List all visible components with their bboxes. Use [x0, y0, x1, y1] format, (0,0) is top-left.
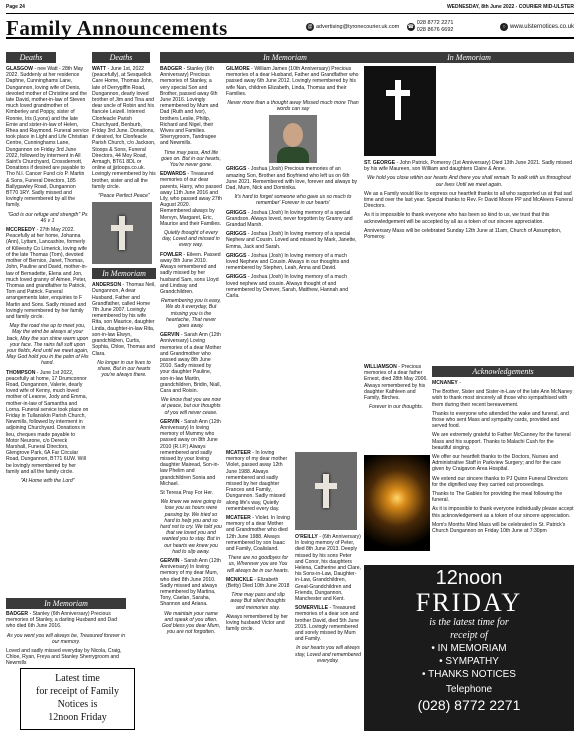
box-telephone-number[interactable]: (028) 8772 2271 [417, 697, 521, 713]
issue-date: WEDNESDAY, 8th June 2022 - COURIER MID-ULSTER [446, 4, 574, 10]
memoriam-column-5w [364, 364, 428, 446]
contact-strip [306, 20, 459, 34]
notice-text: - Sarah Ann (12th Anniversary) In loving memory of my dear Mum, who died 8th June 2010. Sadly missed and always remembered by Martina, Tony, Caelan, Saraha, Shannon and Ariana. [160, 558, 221, 608]
notice-somerville [295, 605, 361, 642]
notice-verse: "Peace Perfect Peace" [98, 193, 150, 200]
box-line: is the latest time for [429, 617, 509, 628]
notice-verse: "At Home with the Lord" [20, 478, 75, 484]
notice-text: Loved and sadly missed everyday by Nicola, Craig, Chloe, Ryan, Freya and Stanley Sherrygroom and Newmills [6, 648, 122, 665]
notice-thompson [6, 370, 89, 475]
cross-vertical [395, 80, 401, 120]
memoriam-column-3 [160, 66, 222, 734]
notice-glasgow [6, 66, 89, 209]
notice-verse: No longer in our lives to share, But in our hearts you're always there. [97, 359, 151, 379]
notice-text: - Joshua (Josh) In loving memory of a much loved Nephew and Cousin. Always in our thoughts and remembered by Stephen, Leah, Anna and David. [226, 252, 350, 272]
notice-text: The Brother, Sister and Sister-in-Law of the late Ann McNaney wish to thank most sincerely all those who sympathised with them during their recent bereavement. [432, 389, 573, 408]
website-text[interactable]: www.ulsternotices.co.uk [509, 24, 574, 30]
notice-griggs-5 [226, 274, 360, 299]
notice-griggs-3 [226, 231, 360, 250]
notice-verse: We hold you close within our hearts And there you shall remain To walk with us throughout our lives Until we meet again. [367, 175, 571, 188]
notice-text: - Stanley (6th Anniversary) Precious memories of Stanley, a darling Husband and Dad who died 6th June 2016. [6, 611, 117, 630]
notice-verse: As you went you will always be, Treasured forever in our memory. [6, 632, 126, 645]
notice-text: - Treasured memories of our dear parents, Harry, who passed away 11th June 2016 and Lily, who passed away 27th August 2020. Remembered always by Mervyn, Margaret, Eric, Maurice and their Families. [160, 171, 222, 227]
notice-name: GRIGGS [226, 252, 247, 259]
email-icon: @ [307, 24, 313, 30]
notice-name: ANDERSON [92, 282, 122, 289]
notice-text: We offer our heartfelt thanks to the Doctors, Nurses and Administrative Staff in Parkview Surgery; and for the care given by Craigavon Area Hospital. [432, 454, 562, 473]
notice-edwards [160, 171, 222, 227]
notice-text: - Thomas Neil, Dungannon, A dear Husband, Father and Grandfather, called Home 7th June 2007. Lovingly remembered by his wife Rita, son Maurice, daughter Linda, daughter-in-law Rita, son-in-law Elwyn, grandchildren, Curtis, Sophia, Chloe, Thomas and Clara. [92, 282, 156, 357]
notice-verse: There are no goodbyes for us, Wherever you are You will always be in our hearts. [226, 555, 290, 574]
latest-time-notice-box [20, 668, 135, 730]
notice-verse: May the road rise up to meet you, May the wind be always at your back, May the sun shine warm upon your face. The rains fall soft upon your fields, And until we meet again, May God hold you in the palm of His hand. [6, 323, 89, 367]
notice-griggs-1 [226, 166, 360, 191]
notice-text: Anniversary Mass will be celebrated Sunday 12th June at 11am, Church of Assumption, Pomeroy. [364, 227, 562, 241]
notice-text: - June 1st 2022, peacefully at home, 17 Drumconnor Road, Dungannon, Valerie, dearly loved wife of Kenny, much loved mother of Leanne, Jody and Emma, mother-in-law of Samantha and Lorna. Funeral service took place on Friday in Tullaniskin Parish Church, Newmills, followed by interment in adjoining Churchyard. Donations in lieu, cheques made payable to Motor Neurone, c/o Dereck Marshall, Funeral Directors, Glengrove Park, 6A Far Circular Road, Dungannon, BT71 6UW. Will be lovingly remembered by her family and all the family circle. [6, 369, 89, 475]
notice-text: - Elizabeth (Betty) Died 10th June 2018 [226, 576, 290, 590]
deaths-column-1 [6, 66, 89, 591]
notice-text: - Violet. In loving memory of a dear Mother and Grandmother who died 12th June 1988. Always remembered by son Isaac and Family, Coalisland. [226, 515, 290, 553]
cross-photo-1 [92, 202, 152, 264]
notice-text: - (6th Anniversary) In loving memory of Peter, died 8th June 2013. Deeply missed by his sons Peter and Conor, his daughters Helena, Catherine and Clare, his Sons-in-Law, Daughter-in-Law, Grandchildren, Great-Grandchildren and Friends, Dungannon, Manchester and Kent. [295, 534, 361, 603]
notice-name: THOMPSON [6, 369, 36, 376]
memoriam-column-5 [364, 160, 574, 364]
web-icon: ○ [500, 23, 508, 31]
notice-text: - Eileen. Passed away 8th June 2010. Always remembered and sadly missed by her husband Sam, sons Lloyd and Lindsay and Grandchildren. [160, 251, 221, 295]
notice-name: GILMORE [226, 66, 250, 72]
notice-text: - 27th May 2022. Peacefully at her home, Johanna (Ann), Lyttam, Lancashire, formerly of Killeeshy Co Limerick, loving wife of the late Thomas (Tom), devoted mother of Bernice, Janet, Thomas, John, Pauline and David, mother-in-law of Bernadette, Elena and Jon, much loved granny of Aimee, Peter, Thomas and grandfather to Patrick, Tom and Patrick. Funeral arrangements later, enquiries to F Martin and Sons. Sadly missed and lovingly remembered by her family and family circle. [6, 227, 88, 320]
in-memoriam-header-col1: In Memoriam [6, 598, 126, 609]
notice-mcateer-2 [226, 515, 290, 552]
notice-name: BADGER [160, 66, 183, 72]
box-item: • IN MEMORIAM [431, 643, 507, 654]
notice-name: GLASGOW [6, 66, 33, 72]
memoriam-column-4a [226, 450, 290, 732]
notice-name: WILLIAMSON [364, 364, 397, 370]
notice-text: - Treasured memories of a dear son and brother David, died 5th June 2015. Lovingly remembered and sorely missed by Mum and Family. [295, 605, 359, 643]
cross-icon [111, 216, 133, 250]
notice-gervin-1 [160, 332, 222, 394]
in-memoriam-header-col2: In Memoriam [92, 268, 156, 279]
notice-text: - Joshua (Josh) In loving memory of a much loved nephew and cousin. Always thought of and remembered by Denver, Sarah, Matthew, Hannah and Carla. [226, 274, 349, 300]
notice-text: We extend our sincere thanks to PJ Quinn Funeral Directors for the dignified way they carried out proceedings. [432, 475, 568, 488]
phone-icon: ☎ [407, 24, 414, 31]
cross-photo-2 [295, 452, 357, 530]
notice-name: GERVIN [160, 558, 180, 565]
deaths-header-1: Deaths [6, 52, 56, 63]
notice-verse: Quietly thought of every day, Loved and missed in every way. [162, 230, 220, 249]
notice-name: MCNANEY [432, 380, 458, 386]
portrait-shirt [277, 147, 309, 163]
notice-text: - Precious memories of a dear father Ernest, died 28th May 2006. Always remembered by his daughter Kathleen and Family, Birches. [364, 364, 428, 402]
memoriam-column-4 [226, 66, 360, 446]
notice-mcnickle [226, 577, 290, 589]
notice-mcateer-1 [226, 450, 290, 512]
notice-verse: Time may pass, And life goes on. But in our hearts, You're never gone. [161, 149, 221, 169]
notice-gervin-2 [160, 419, 222, 487]
notice-mcnaney [432, 380, 574, 386]
notice-verse: Never more than a thought away Missed much more Than words can say [227, 100, 359, 113]
notice-name: GERVIN [160, 332, 180, 339]
notice-name: GERVIN [160, 418, 180, 425]
notice-name: GRIGGS [226, 274, 247, 281]
masthead [6, 13, 574, 39]
notice-williamson [364, 364, 428, 401]
box-telephone-label: Telephone [445, 684, 493, 695]
notice-griggs-4 [226, 253, 360, 272]
in-memoriam-header-right: In Memoriam [364, 52, 574, 63]
box-item: • SYMPATHY [439, 656, 499, 667]
notice-text: As it is impossible to thank everyone who has been so kind to us, we trust that this acknowledgement will be accepted by all as a token of our sincere appreciation. [364, 212, 550, 225]
notice-verse: We know that you are now at peace, but our thoughts of you will never cease. [161, 397, 221, 416]
notice-name: O'REILLY [295, 534, 318, 540]
notice-name: WATT [92, 66, 107, 72]
notice-name: SOMERVILLE [295, 605, 329, 612]
notice-fowler [160, 252, 222, 295]
cross-icon [315, 474, 337, 508]
notice-oreilly [295, 534, 361, 602]
notice-gilmore [226, 66, 360, 97]
friday-deadline-box [364, 565, 574, 731]
notice-name: GRIGGS [226, 166, 247, 173]
deaths-header-2: Deaths [92, 52, 150, 63]
notice-text: - John Patrick, Pomeroy (1st Anniversary) Died 13th June 2021. Sadly missed by his wife Maureen, son William and daughters Claire & Anne. [364, 160, 573, 173]
deaths-column-2 [92, 66, 156, 596]
notice-name: FOWLER [160, 251, 183, 258]
notice-name: EDWARDS [160, 171, 187, 178]
notice-text: - In loving memory of my dear mother Violet, passed away 12th June 1988. Always remembered and sadly missed by her daughter Frances and Family, Dungannon. Sadly missed along life's way, Quietly remembered every day. [226, 450, 288, 512]
notice-griggs-2 [226, 210, 360, 229]
notice-badger-1 [6, 611, 126, 630]
notice-text: Mom's Months Mind Mass will be celebrated in St. Patrick's Church Dungannon on Friday 10th June at 7:30pm [432, 521, 566, 535]
notice-text: St Teresa Pray For Her. [160, 490, 214, 496]
notice-text: - Joshua (Josh) In loving memory of a special Grandson. Always loved, never forgotten by Granny and Grandad Marsh. [226, 209, 353, 229]
notice-text: - Sarah Ann (12th Anniversary) In loving memory of Mummy who passed away on 8th June 2010 (R.I.P.) Always remembered and sadly missed by your loving daughter Mairead, Son-in-law Phelim and grandchildren Sonia and Michael. [160, 418, 221, 487]
box-line: Notices is [57, 699, 98, 710]
notice-text: Always remembered by her loving husband Victor and family circle. [226, 613, 288, 633]
notice-name: GRIGGS [226, 209, 247, 216]
notice-verse: It's hard to forget someone who gave us so much to remember' Forever in our hearts' [234, 194, 352, 207]
page-title: Family Announcements [6, 16, 228, 40]
notice-anderson [92, 282, 156, 356]
phone-2: 028 8676 6692 [416, 27, 454, 33]
memoriam-column-4b [295, 534, 361, 729]
notice-text: - Joshua (Josh) Precious memories of an amazing Son, Brother and Boyfriend who left us on 6th June 2021. Remembered with love, forever and always by Dad, Mum, Nick and Dominika. [226, 166, 358, 192]
cross-horizontal [386, 90, 410, 96]
notice-badger-2 [160, 66, 222, 147]
candle-photo [364, 455, 430, 551]
notice-mccreedy [6, 227, 89, 320]
memoriam-column-1 [6, 611, 126, 665]
notice-name: MCNICKLE [226, 576, 253, 583]
notice-text: - William James (10th Anniversary) Precious memories of a dear Husband, Father and Grandfather who passed away 6th June 2012. Lovingly remembered by his wife Nan, children Elizabeth, Linda, Thomas and their Families. [226, 66, 359, 97]
notice-text: Thanks to everyone who attended the wake and funeral, and those who sent Mass and sympathy cards, provided and served food. [432, 410, 569, 430]
portrait-photo [269, 115, 317, 163]
notice-text: We are extremely grateful to Father McCanney for the funeral Mass and his support. Thanks to Malachi Cush for the beautiful singing. [432, 432, 571, 451]
acknowledgements-header: Acknowledgements [432, 366, 574, 377]
notice-name: MCATEER [226, 450, 251, 456]
notice-watt [92, 66, 156, 190]
in-memoriam-header-main: In Memoriam [160, 52, 410, 63]
cross-photo-3 [364, 66, 436, 156]
notice-verse: Time may pass and slip away But silent thoughts and memories stay. [230, 592, 286, 611]
box-line: Latest time [55, 673, 100, 684]
notice-gervin-3 [160, 558, 222, 608]
phone-1: 028 8772 2271 [416, 20, 454, 26]
box-line: 12noon Friday [48, 712, 107, 723]
notice-text: - [459, 380, 461, 386]
box-noon: 12noon [435, 567, 503, 589]
notice-text: - Sarah Ann (12th Anniversary) Loving memories of a dear Mother and Grandmother who passed away 8th June 2010. Sadly missed by your daughter Pauline, son-in-law Martin, grandchildren, Bridin, Niall, Cara and Roisin. [160, 332, 222, 394]
notice-text: Thanks to The Gables for providing the meal following the funeral. [432, 491, 563, 504]
notice-text: - Stanley (6th Anniversary) Precious memories of Stanley, a very special Son and Brother, passed away 6th June 2016. Lovingly remembered by Mum and Dad (Ruth and Ivor), brothers Leslie, Philip, Richard and Nigel, their Wives and Families. Sherrygroom, Tandragee and Newmills. [160, 66, 219, 147]
notice-verse: We knew we were going to lose you as hours were passing by. We tried so hard to help you and so hard not to cry. We told you that we loved you and wanted you to stay. But in our hearts we knew you had to slip away. [160, 499, 222, 555]
notice-text: - nee Watt - 28th May 2022. Suddenly at her residence Daphne, Cunninghams Lane, Dungannon, loving wife of Denis, devoted mother of Christine and the late David, mother-in-law of Steven much loved grandmother of Kimberley and Poppy, sister of Ronnie, Iris (Lyons) and the late Ernie and sister-in-law of Helen, Rhea and Raymond. Funeral service took place in Light and Life Christian Centre, Cunninghams Lane, Dungannon on Friday 3rd June 2022, followed by interment in All Saint's Churchyard, Crossdernott, Donations if desired are payable to Tho N.I. Cancer Fund c/o P. Martin & Sons, Funeral Directors, 185 Ballygawley Road, Dungannon BT70 1RY. Sadly missed and lovingly remembered by all the family. [6, 66, 89, 209]
top-bar [6, 2, 574, 12]
notice-verse: We maintain your name and speak of you often. God bless you dear Mum, you are not forgotten. [161, 610, 221, 636]
box-line: receipt of [450, 630, 488, 641]
notice-name: MCATEER [226, 515, 251, 522]
notice-st-george [364, 160, 574, 172]
box-line: for receipt of Family [35, 686, 120, 697]
notice-text: As it is impossible to thank everyone individually please accept this acknowledgement as a token of our sincere appreciation. [432, 506, 574, 519]
notice-verse: In our hearts you will always stay, Loved and remembered everyday. [295, 645, 361, 664]
notice-text: We as a Family would like to express our heartfelt thanks to all who supported us at that sad time and over the last year. Special thanks to Rev. Fr David Moore PP and McAleers Funeral Directors. [364, 190, 573, 210]
notice-verse: "God is our refuge and strength" Ps 46 v 1 [7, 211, 88, 224]
email-link[interactable]: advertising@tyronecourier.uk.com [316, 24, 400, 30]
notice-name: GRIGGS [226, 231, 247, 238]
notice-verse: Remembering you is easy, We do it everyday, But missing you is the heartache, That never goes away. [161, 298, 221, 329]
website-link[interactable] [500, 23, 574, 31]
notice-verse: Forever in our thoughts. [368, 404, 424, 411]
portrait-face [283, 123, 303, 147]
page-number: Page 24 [6, 4, 25, 10]
notice-name: BADGER [6, 611, 29, 617]
notice-text: - June 1st, 2022 (peacefully), at Sesquelick Care Home, Thomas John, late of Derrygiffin Road, Dungannon, dearly loved brother of Jim and Tina and dear uncle of Robin and his fiancée Leizell. Interred Clonfeacle Parish Churchyard, Benburb, Friday 3rd June. Donations, if desired, for Clonfeacle Parish Church, c/o Jackson, Stoops & Sons, Funeral Directors, 44 Moy Road, Armagh, BT61 8DL or online at jjstoops.co.uk. Lovingly remembered by his brother, sister and all the family circle. [92, 66, 156, 190]
notice-text: - Joshua (Josh) In loving memory of a special Nephew and Cousin. Loved and missed by Mark, Janette, Emma, Jack and Sarah. [226, 231, 357, 250]
box-item: • THANKS NOTICES [422, 669, 516, 680]
acknowledgements-column [432, 380, 574, 563]
box-friday: FRIDAY [415, 588, 523, 617]
notice-name: ST. GEORGE [364, 160, 396, 166]
notice-name: MCCREEDY [6, 227, 36, 234]
